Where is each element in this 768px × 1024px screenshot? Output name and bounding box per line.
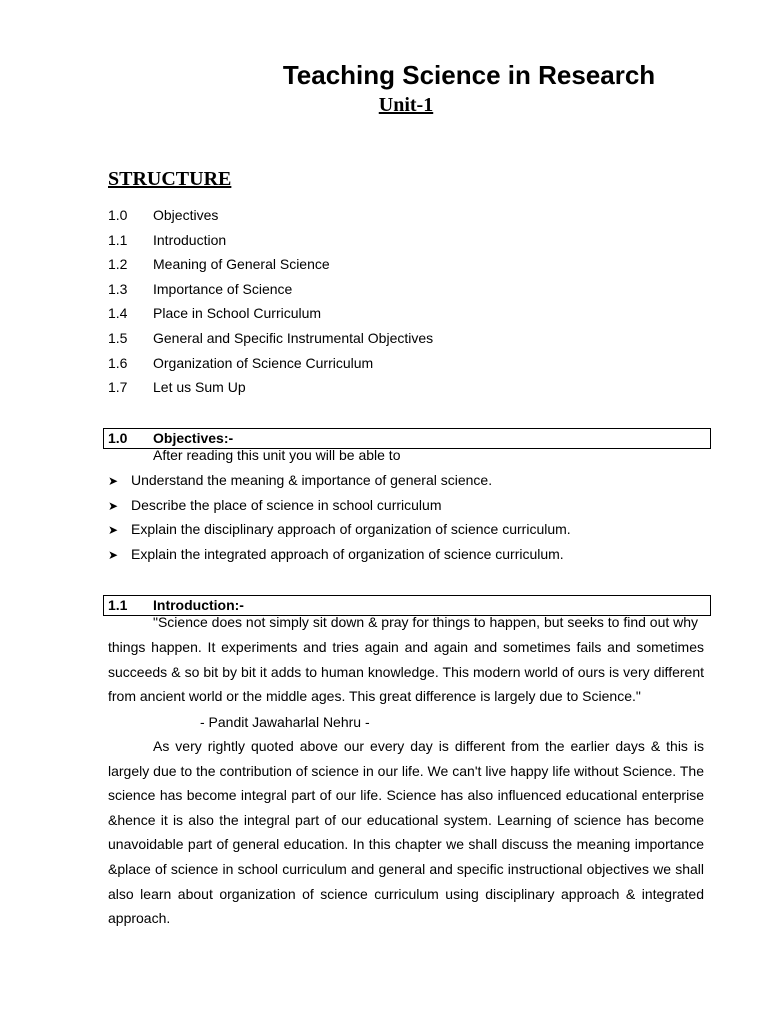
section-number: 1.1 <box>108 597 128 613</box>
toc-label: Place in School Curriculum <box>153 305 322 322</box>
document-title: Teaching Science in Research <box>282 60 656 90</box>
list-item-text: Explain the integrated approach of organization of science curriculum. <box>131 545 564 562</box>
toc-number: 1.3 <box>108 280 128 297</box>
toc-number: 1.2 <box>108 256 128 273</box>
toc-number: 1.1 <box>108 231 128 248</box>
toc-number: 1.6 <box>108 354 128 371</box>
paragraph-text: As very rightly quoted above our every day is different from the earlier days & this is largely due to the contribution of science in our life. We can't live happy life without Science. The science has become integral part of our life. Science has also influenced educational enterprise &hence it is also the integral part of our educational system. Learning of science has become unavoidable part of general education. In this chapter we shall discuss the meaning importance &place of science in school curriculum and general and specific instructional objectives we shall also learn about organization of science curriculum using disciplinary approach & integrated approach. <box>108 738 704 927</box>
toc-item <box>108 328 433 353</box>
toc-label: Objectives <box>153 207 219 223</box>
toc-label: Organization of Science Curriculum <box>153 354 374 371</box>
toc-item <box>108 377 433 402</box>
list-item <box>108 470 571 495</box>
objectives-heading-box <box>103 428 711 449</box>
section-heading: Objectives:- <box>153 430 234 446</box>
list-item <box>108 495 571 520</box>
toc-item <box>108 205 433 230</box>
list-item <box>108 544 571 569</box>
introduction-paragraph <box>108 734 704 931</box>
introduction-heading-box <box>103 595 711 616</box>
list-item-text: Explain the disciplinary approach of organization of science curriculum. <box>131 521 571 538</box>
quote-text: things happen. It experiments and tries again and again and sometimes fails and sometimes succeeds & so bit by bit it adds to human knowledge. This modern world of ours is very different from ancient world or the middle ages. This great difference is largely due to Science." <box>108 639 704 705</box>
toc-label: Introduction <box>153 231 227 248</box>
toc-item <box>108 279 433 304</box>
toc-number: 1.4 <box>108 305 128 322</box>
toc-number: 1.5 <box>108 329 128 346</box>
arrow-bullet-icon: ➤ <box>108 498 119 513</box>
section-number: 1.0 <box>108 430 128 446</box>
arrow-bullet-icon: ➤ <box>108 474 119 488</box>
toc-label: Let us Sum Up <box>153 379 246 396</box>
toc-label: Importance of Science <box>153 280 293 297</box>
quote-first-line: "Science does not simply sit down & pray for things to happen, but seeks to find out why <box>153 614 699 630</box>
table-of-contents <box>108 205 433 402</box>
toc-number: 1.7 <box>108 379 128 396</box>
structure-heading: STRUCTURE <box>108 168 232 190</box>
list-item-text: Describe the place of science in school curriculum <box>131 496 442 513</box>
arrow-bullet-icon: ➤ <box>108 547 119 562</box>
toc-item <box>108 303 433 328</box>
toc-item <box>108 230 433 255</box>
unit-label: Unit-1 <box>378 94 434 116</box>
list-item-text: Understand the meaning & importance of general science. <box>131 472 493 488</box>
arrow-bullet-icon: ➤ <box>108 523 119 538</box>
list-item <box>108 519 571 544</box>
toc-item <box>108 353 433 378</box>
quote-attribution: - Pandit Jawaharlal Nehru - <box>200 714 370 730</box>
section-heading: Introduction:- <box>153 597 244 613</box>
objectives-intro: After reading this unit you will be able to <box>153 447 401 463</box>
toc-label: Meaning of General Science <box>153 256 330 273</box>
toc-item <box>108 254 433 279</box>
toc-label: General and Specific Instrumental Objectives <box>153 329 434 346</box>
toc-number: 1.0 <box>108 207 128 223</box>
objectives-list <box>108 470 571 568</box>
